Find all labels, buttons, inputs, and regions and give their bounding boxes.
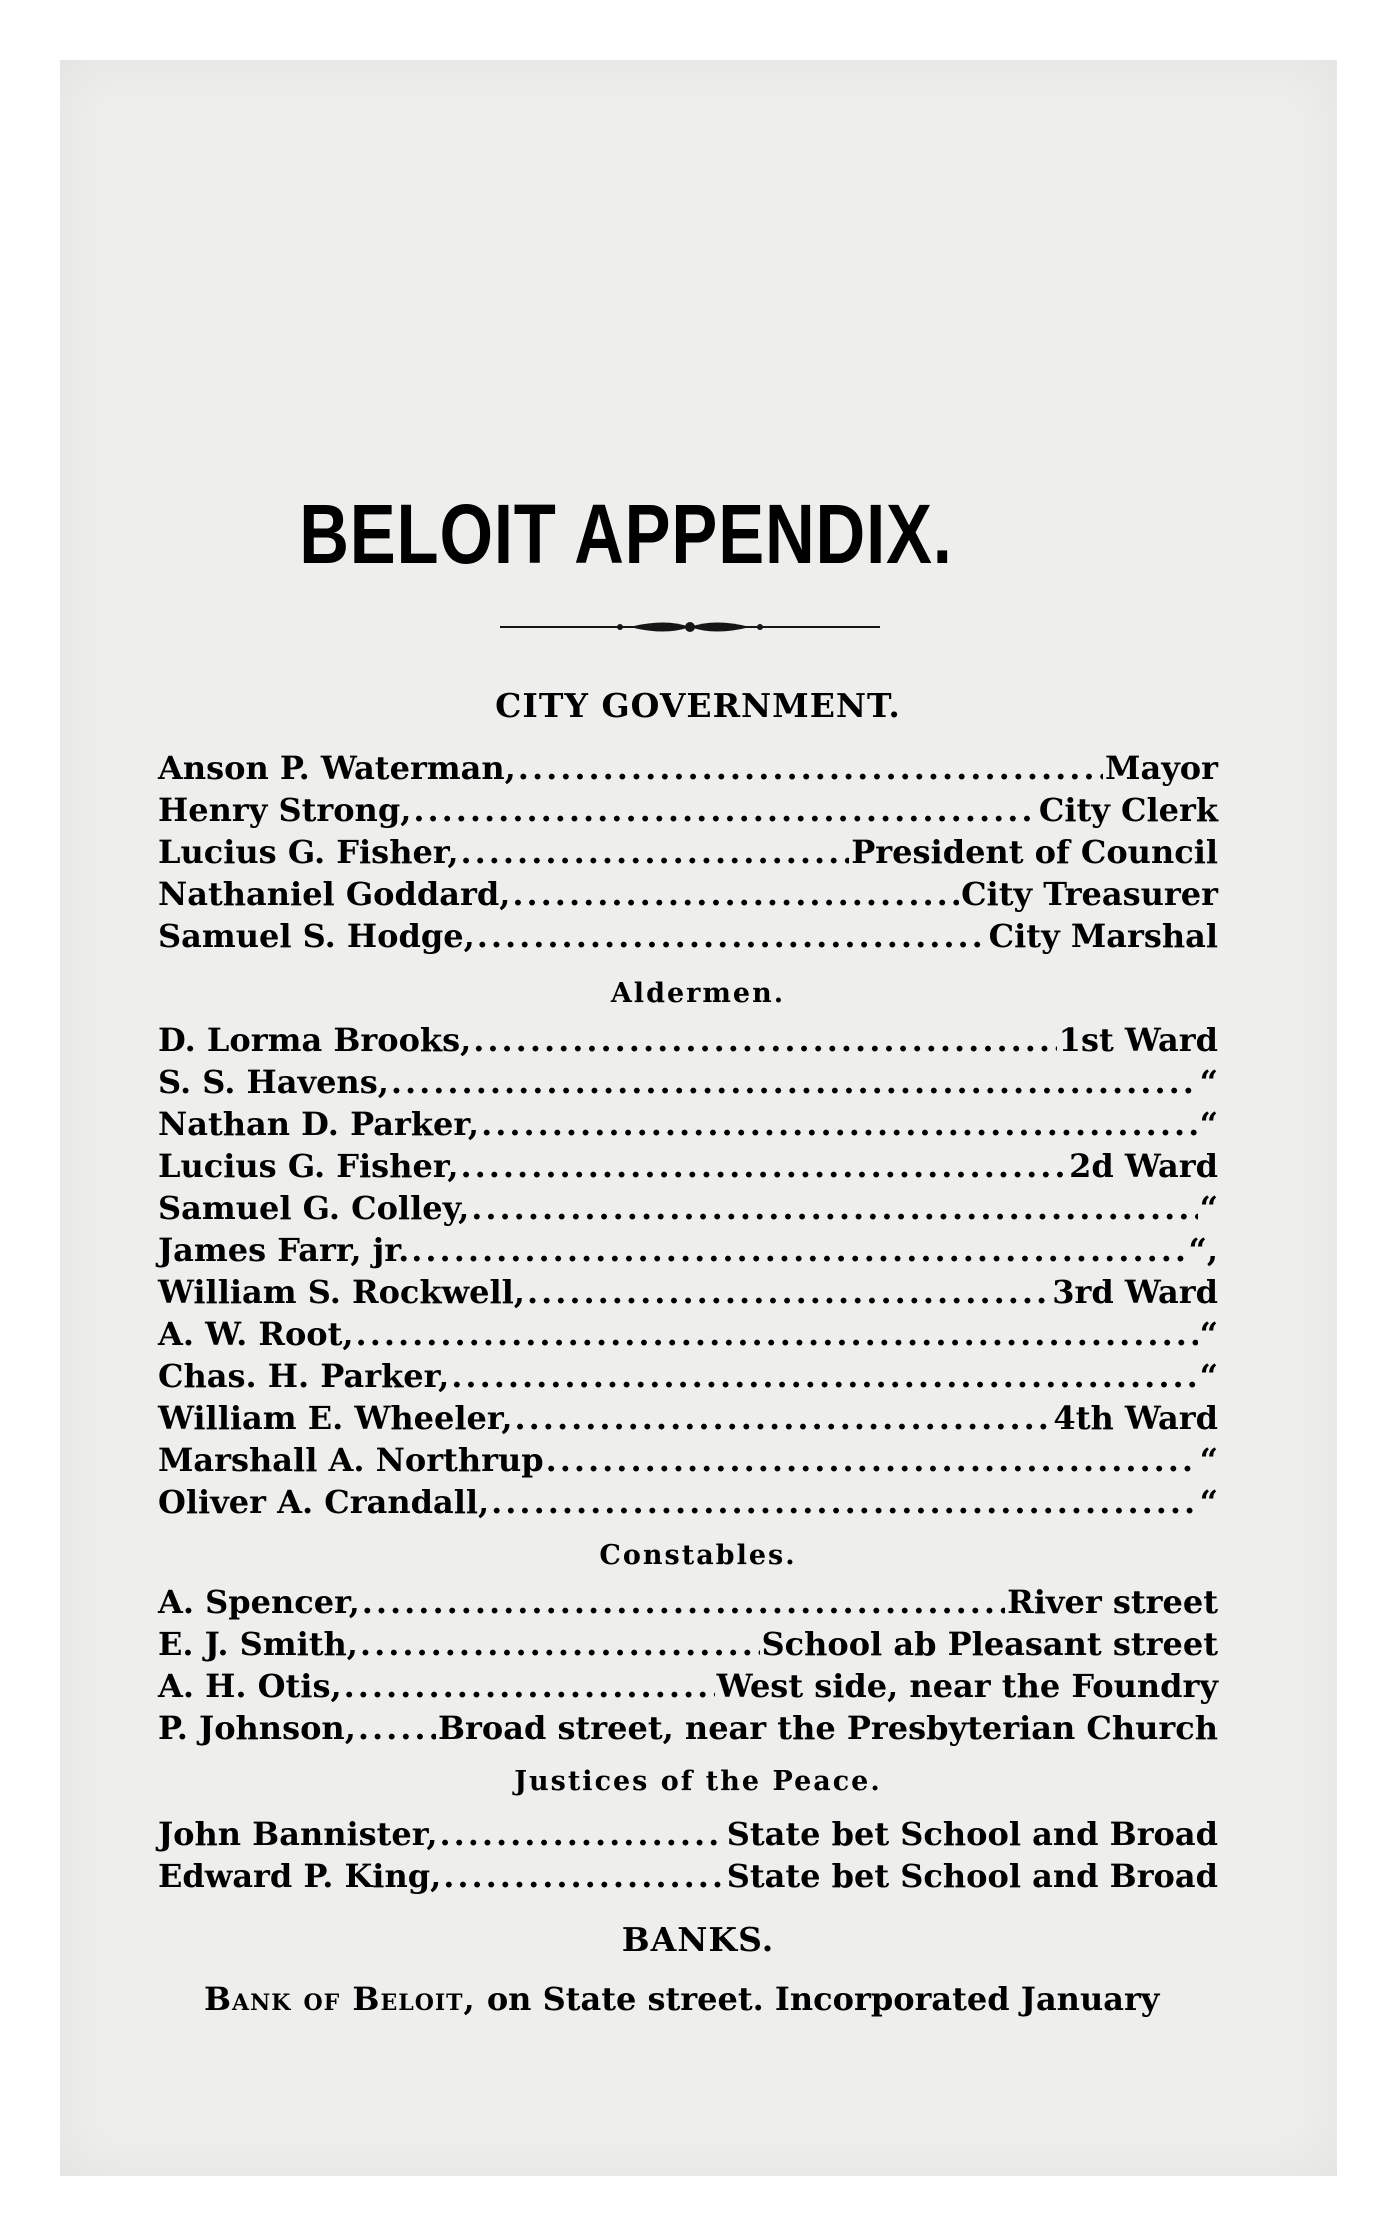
alderman-name: D. Lorma Brooks, bbox=[158, 1021, 472, 1059]
justice-row bbox=[158, 1856, 1218, 1896]
constable-name: A. H. Otis, bbox=[158, 1667, 342, 1705]
justice-name: Edward P. King, bbox=[158, 1857, 442, 1895]
alderman-row bbox=[158, 1062, 1218, 1102]
constable-location: River street bbox=[1007, 1583, 1218, 1621]
alderman-ward: “ bbox=[1199, 1189, 1218, 1227]
alderman-ward: “ bbox=[1199, 1063, 1218, 1101]
justice-row bbox=[158, 1814, 1218, 1854]
alderman-ward: “ bbox=[1199, 1357, 1218, 1395]
alderman-name: James Farr, jr. bbox=[158, 1231, 410, 1269]
alderman-row bbox=[158, 1398, 1218, 1438]
officer-row bbox=[158, 748, 1218, 788]
alderman-ward: 4th Ward bbox=[1053, 1399, 1218, 1437]
officer-name: Nathaniel Goddard, bbox=[158, 875, 511, 913]
officer-name: Samuel S. Hodge, bbox=[158, 917, 475, 955]
constable-name: A. Spencer, bbox=[158, 1583, 360, 1621]
justice-location: State bet School and Broad bbox=[726, 1857, 1218, 1895]
alderman-ward: “ bbox=[1199, 1315, 1218, 1353]
officer-name: Lucius G. Fisher, bbox=[158, 833, 459, 871]
constable-name: P. Johnson, bbox=[158, 1709, 356, 1747]
banks-heading: BANKS. bbox=[621, 1920, 775, 1959]
constables-heading: Constables. bbox=[599, 1540, 797, 1571]
alderman-row bbox=[158, 1230, 1218, 1270]
constable-name: E. J. Smith, bbox=[158, 1625, 358, 1663]
officer-name: Anson P. Waterman, bbox=[158, 749, 516, 787]
officer-row bbox=[158, 832, 1218, 872]
constable-location: School ab Pleasant street bbox=[761, 1625, 1218, 1663]
officer-role: City Clerk bbox=[1038, 791, 1218, 829]
alderman-row bbox=[158, 1104, 1218, 1144]
alderman-name: William S. Rockwell, bbox=[158, 1273, 525, 1311]
alderman-row bbox=[158, 1020, 1218, 1060]
alderman-ward: 1st Ward bbox=[1058, 1021, 1218, 1059]
alderman-row bbox=[158, 1482, 1218, 1522]
alderman-row bbox=[158, 1188, 1218, 1228]
officer-role: City Treasurer bbox=[961, 875, 1218, 913]
page-title: BELOIT APPENDIX. bbox=[299, 487, 953, 581]
constable-row bbox=[158, 1624, 1218, 1664]
decorative-rule bbox=[500, 612, 880, 642]
alderman-name: S. S. Havens, bbox=[158, 1063, 389, 1101]
alderman-name: William E. Wheeler, bbox=[158, 1399, 513, 1437]
alderman-ward: “, bbox=[1188, 1231, 1218, 1269]
justices-heading: Justices of the Peace. bbox=[514, 1766, 882, 1797]
alderman-name: Oliver A. Crandall, bbox=[158, 1483, 490, 1521]
officer-role: Mayor bbox=[1105, 749, 1218, 787]
officer-role: President of Council bbox=[851, 833, 1218, 871]
alderman-row bbox=[158, 1440, 1218, 1480]
bank-description: on State street. Incorporated January bbox=[486, 1980, 1160, 2018]
officer-role: City Marshal bbox=[988, 917, 1218, 955]
constable-row bbox=[158, 1582, 1218, 1622]
bank-name: Bank of Beloit, bbox=[204, 1980, 476, 2018]
alderman-row bbox=[158, 1314, 1218, 1354]
officer-row bbox=[158, 916, 1218, 956]
alderman-ward: 3rd Ward bbox=[1052, 1273, 1218, 1311]
alderman-name: Nathan D. Parker, bbox=[158, 1105, 480, 1143]
justice-location: State bet School and Broad bbox=[726, 1815, 1218, 1853]
alderman-name: Samuel G. Colley, bbox=[158, 1189, 470, 1227]
city-government-heading: CITY GOVERNMENT. bbox=[495, 686, 901, 725]
aldermen-heading: Aldermen. bbox=[610, 978, 786, 1009]
alderman-ward: “ bbox=[1199, 1105, 1218, 1143]
justice-name: John Bannister, bbox=[158, 1815, 438, 1853]
alderman-name: A. W. Root, bbox=[158, 1315, 354, 1353]
officer-row bbox=[158, 874, 1218, 914]
constable-row bbox=[158, 1666, 1218, 1706]
officer-name: Henry Strong, bbox=[158, 791, 412, 829]
constable-location: Broad street, near the Presbyterian Church bbox=[437, 1709, 1218, 1747]
alderman-row bbox=[158, 1146, 1218, 1186]
alderman-name: Lucius G. Fisher, bbox=[158, 1147, 459, 1185]
bank-entry bbox=[204, 1980, 1214, 2018]
constable-location: West side, near the Foundry bbox=[716, 1667, 1218, 1705]
alderman-name: Marshall A. Northrup bbox=[158, 1441, 544, 1479]
alderman-row bbox=[158, 1356, 1218, 1396]
alderman-ward: “ bbox=[1199, 1441, 1218, 1479]
officer-row bbox=[158, 790, 1218, 830]
constable-row bbox=[158, 1708, 1218, 1748]
alderman-row bbox=[158, 1272, 1218, 1312]
alderman-name: Chas. H. Parker, bbox=[158, 1357, 450, 1395]
alderman-ward: 2d Ward bbox=[1069, 1147, 1218, 1185]
alderman-ward: “ bbox=[1199, 1483, 1218, 1521]
